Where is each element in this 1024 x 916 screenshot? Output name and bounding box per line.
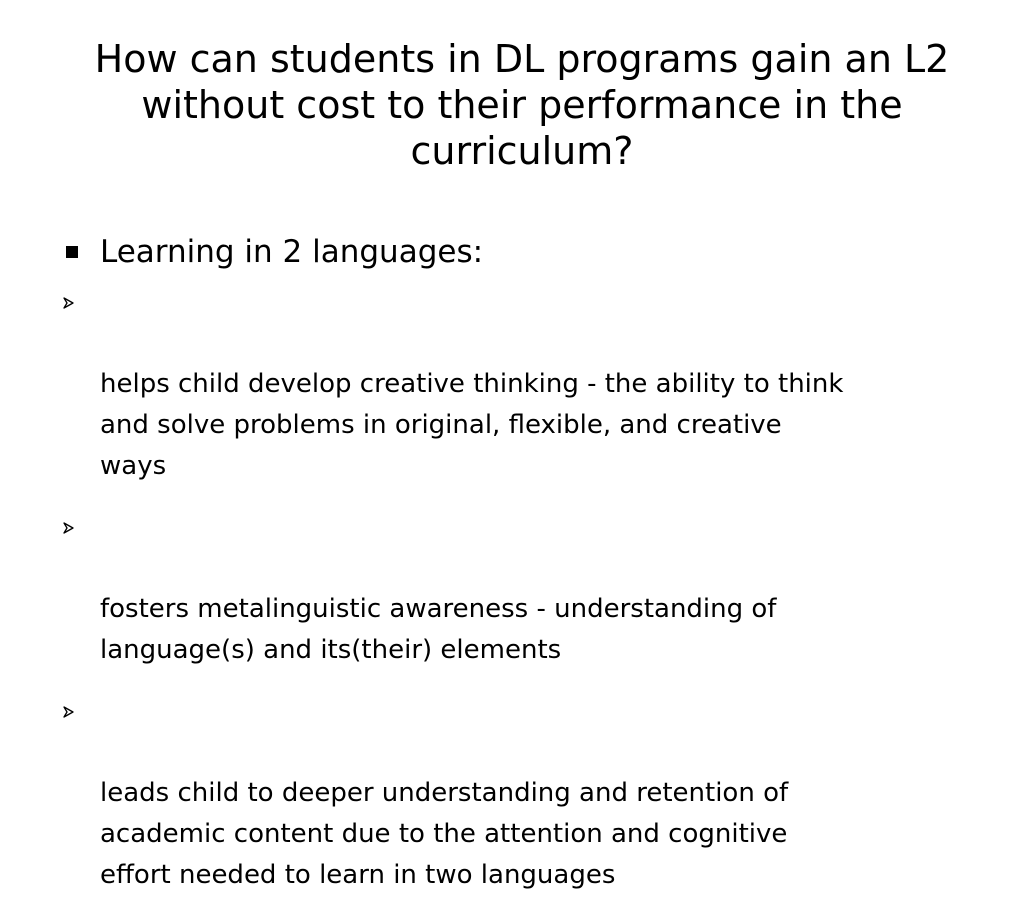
- sub-bullet-metalinguistic: [62, 507, 982, 671]
- arrowhead-bullet-icon: [62, 705, 76, 719]
- main-bullet: [62, 230, 982, 274]
- sub-bullet-creative-thinking: [62, 282, 982, 487]
- sub-bullet-text: leads child to deeper understanding and retention of academic content due to the attention and cognitive effort needed to learn in two languages: [100, 778, 789, 890]
- slide-title: How can students in DL programs gain an L2 without cost to their performance in the curriculum?: [94, 37, 950, 173]
- main-bullet-text: Learning in 2 languages:: [100, 234, 484, 270]
- sub-bullet-text: fosters metalinguistic awareness - understanding of language(s) and its(their) elements: [100, 594, 777, 665]
- arrowhead-bullet-icon: [62, 521, 76, 535]
- sub-bullet-text: helps child develop creative thinking - the ability to think and solve problems in original, flexible, and creative ways: [100, 369, 844, 481]
- square-bullet-icon: [66, 246, 78, 258]
- slide-content: [62, 230, 982, 916]
- sub-bullet-academic-content: [62, 691, 982, 896]
- arrowhead-bullet-icon: [62, 296, 76, 310]
